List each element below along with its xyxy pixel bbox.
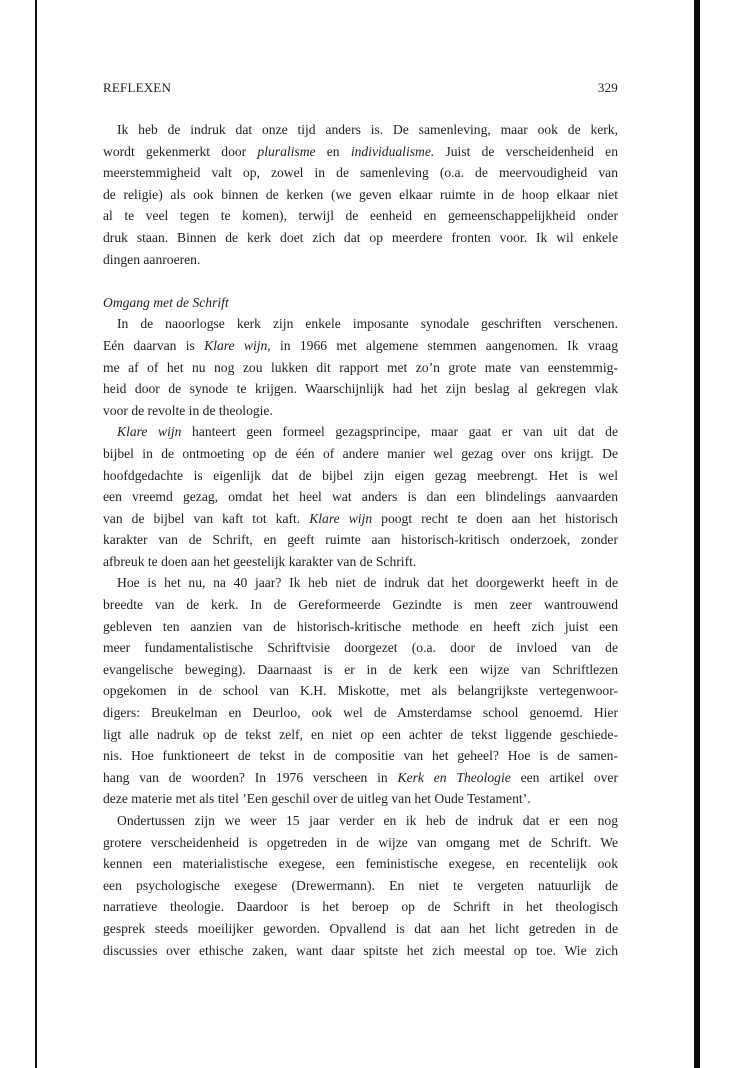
text-line: deze materie met als titel ’Een geschil over de uitleg van het Oude Testament’. [103, 791, 531, 807]
italic-title: Klare wijn [309, 510, 373, 526]
text-line: heid door de synode te krijgen. Waarschijnlijk had het zijn beslag al gekregen vlak [103, 381, 618, 397]
running-head: REFLEXEN [103, 80, 172, 95]
italic-title: Kerk en Theologie [397, 769, 511, 785]
page-edge-left [35, 0, 37, 1068]
text-line: gebleven ten aanzien van de historisch-kritische methode en heeft zich juist een [103, 618, 618, 634]
text-line: voor de revolte in de theologie. [103, 402, 273, 418]
text-line: al te veel tegen te komen), terwijl de eenheid en gemeenschappelijkheid onder [103, 208, 618, 224]
page-number: 329 [597, 80, 618, 95]
text-line: digers: Breukelman en Deurloo, ook wel de Amsterdamse school genoemd. Hier [103, 705, 618, 721]
text-line: van de bijbel van kaft tot kaft. Klare wijn poogt recht te doen aan het historisch [103, 510, 618, 526]
text-line: wordt gekenmerkt door pluralisme en individualisme. Juist de verscheidenheid en [103, 143, 618, 159]
text-line: Klare wijn hanteert geen formeel gezagsprincipe, maar gaat er van uit dat de [117, 424, 618, 440]
text-line: discussies over ethische zaken, want daar spitste het zich meestal op toe. Wie zich [103, 942, 618, 958]
italic-title: Klare wijn [117, 424, 182, 440]
text-line: Hoe is het nu, na 40 jaar? Ik heb niet de indruk dat het doorgewerkt heeft in de [117, 575, 618, 591]
text-line: Eén daarvan is Klare wijn, in 1966 met algemene stemmen aangenomen. Ik vraag [103, 337, 618, 353]
text-line: kennen een materialistische exegese, een feministische exegese, en recentelijk ook [103, 856, 618, 872]
body-text [103, 119, 618, 961]
text-line: hoofdgedachte is eigenlijk dat de bijbel zijn eigen gezag meebrengt. Het is wel [103, 467, 618, 483]
text-line: Ondertussen zijn we weer 15 jaar verder en ik heb de indruk dat er een nog [117, 813, 618, 828]
text-line: een vreemd gezag, omdat het heel wat anders is dan een blindelings aanvaarden [103, 489, 618, 505]
italic-title: pluralisme [257, 143, 316, 159]
text-line: de religie) als ook binnen de kerken (we geven elkaar ruimte in de hoop elkaar niet [103, 186, 618, 202]
italic-title: individualisme. [350, 143, 435, 159]
text-line: karakter van de Schrift, en geeft ruimte aan historisch-kritisch onderzoek, zonder [103, 532, 618, 548]
page-edge-right [694, 0, 700, 1068]
text-line: afbreuk te doen aan het geestelijk karakter van de Schrift. [103, 553, 417, 569]
text-line: grotere verscheidenheid is opgetreden in de wijze van omgang met de Schrift. We [103, 834, 618, 850]
text-line: evangelische beweging). Daarnaast is er in de kerk een wijze van Schriftlezen [103, 661, 618, 677]
text-line: gesprek steeds moeilijker geworden. Opvallend is dat aan het licht getreden in de [103, 920, 618, 936]
page-header [103, 80, 618, 100]
text-line: ligt alle nadruk op de tekst zelf, en niet op een achter de tekst liggende geschiede- [103, 726, 618, 742]
section-heading: Omgang met de Schrift [103, 294, 229, 310]
text-line: Ik heb de indruk dat onze tijd anders is. De samenleving, maar ook de kerk, [117, 122, 618, 137]
text-line: opgekomen in de school van K.H. Miskotte, met als belangrijkste vertegenwoor- [103, 683, 618, 699]
text-line: druk staan. Binnen de kerk doet zich dat op meerdere fronten voor. Ik wil enkele [103, 229, 618, 245]
text-line: me af of het nu nog zou lukken dit rapport met zo’n grote mate van eenstemmig- [103, 359, 618, 375]
text-line: hang van de woorden? In 1976 verscheen in Kerk en Theologie een artikel over [103, 769, 618, 785]
text-line: breedte van de kerk. In de Gereformeerde Gezindte is men zeer wantrouwend [103, 597, 618, 613]
text-line: dingen aanroeren. [103, 251, 201, 267]
italic-title: Klare wijn, [204, 337, 271, 353]
text-line: nis. Hoe funktioneert de tekst in de compositie van het geheel? Hoe is de samen- [103, 748, 618, 764]
text-line: bijbel in de ontmoeting op de één of andere manier wel gezag over ons krijgt. De [103, 445, 618, 461]
text-line: een psychologische exegese (Drewermann). En niet te vergeten natuurlijk de [103, 877, 618, 893]
text-line: In de naoorlogse kerk zijn enkele imposante synodale geschriften verschenen. [117, 316, 618, 332]
text-line: meer fundamentalistische Schriftvisie doorgezet (o.a. door de invloed van de [103, 640, 618, 656]
text-line: narratieve theologie. Daardoor is het beroep op de Schrift in het theologisch [103, 899, 618, 915]
text-line: meerstemmigheid valt op, zowel in de samenleving (o.a. de meervoudigheid van [103, 165, 618, 181]
